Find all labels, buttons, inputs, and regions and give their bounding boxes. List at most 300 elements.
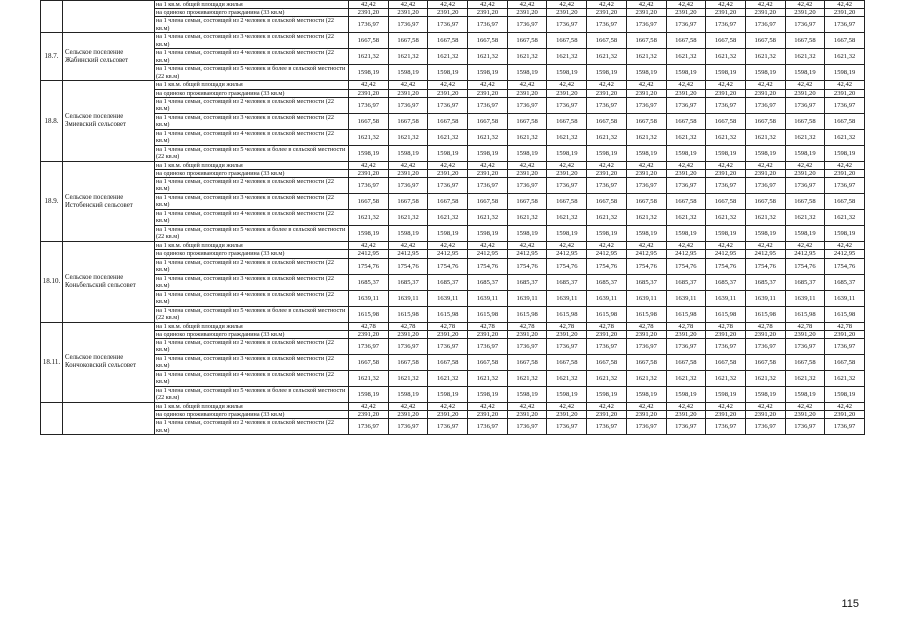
value-cell: 2391,20 xyxy=(706,170,746,178)
value-cell: 1736,97 xyxy=(785,419,825,435)
value-cell: 1598,19 xyxy=(785,145,825,161)
value-cell: 42,42 xyxy=(547,1,587,9)
value-cell: 2412,95 xyxy=(587,250,627,258)
value-cell: 1621,32 xyxy=(547,129,587,145)
value-cell: 1621,32 xyxy=(547,210,587,226)
row-label: на 1 члена семьи, состоящей из 3 человек в сельской местности (22 кв.м) xyxy=(155,194,349,210)
value-cell: 1621,32 xyxy=(706,371,746,387)
value-cell: 1736,97 xyxy=(587,178,627,194)
value-cell: 2391,20 xyxy=(428,89,468,97)
value-cell: 1736,97 xyxy=(468,17,508,33)
value-cell: 42,42 xyxy=(785,1,825,9)
value-cell: 1615,98 xyxy=(507,306,547,322)
value-cell: 1598,19 xyxy=(547,145,587,161)
value-cell: 2391,20 xyxy=(547,330,587,338)
value-cell: 1621,32 xyxy=(507,210,547,226)
value-cell: 42,42 xyxy=(349,242,389,250)
value-cell: 1621,32 xyxy=(507,49,547,65)
value-cell: 2412,95 xyxy=(706,250,746,258)
value-cell: 1736,97 xyxy=(349,97,389,113)
value-cell: 2391,20 xyxy=(349,170,389,178)
settlement-name: Сельское поселение Коньбельский сельсовет xyxy=(63,242,155,322)
value-cell: 2391,20 xyxy=(349,9,389,17)
value-cell: 42,42 xyxy=(666,81,706,89)
value-cell: 2391,20 xyxy=(547,9,587,17)
value-cell: 1598,19 xyxy=(388,387,428,403)
value-cell: 1736,97 xyxy=(468,178,508,194)
settlement-name xyxy=(63,1,155,33)
value-cell: 42,42 xyxy=(507,242,547,250)
row-label: на 1 члена семьи, состоящей из 2 человек в сельской местности (22 кв.м) xyxy=(155,339,349,355)
value-cell: 1736,97 xyxy=(388,17,428,33)
table-row xyxy=(41,258,865,274)
value-cell: 2391,20 xyxy=(507,9,547,17)
value-cell: 2391,20 xyxy=(785,9,825,17)
value-cell: 42,78 xyxy=(626,322,666,330)
value-cell: 1736,97 xyxy=(666,339,706,355)
value-cell: 42,42 xyxy=(428,81,468,89)
value-cell: 42,42 xyxy=(349,1,389,9)
value-cell: 1736,97 xyxy=(706,339,746,355)
value-cell: 42,42 xyxy=(626,81,666,89)
value-cell: 1639,11 xyxy=(825,290,865,306)
value-cell: 1639,11 xyxy=(468,290,508,306)
value-cell: 1754,76 xyxy=(706,258,746,274)
value-cell: 1667,58 xyxy=(785,194,825,210)
value-cell: 1639,11 xyxy=(388,290,428,306)
value-cell: 1736,97 xyxy=(468,97,508,113)
value-cell: 1598,19 xyxy=(468,226,508,242)
value-cell: 42,42 xyxy=(547,161,587,169)
value-cell: 42,78 xyxy=(785,322,825,330)
value-cell: 1598,19 xyxy=(428,226,468,242)
value-cell: 1667,58 xyxy=(388,113,428,129)
value-cell: 1685,37 xyxy=(825,274,865,290)
table-row xyxy=(41,339,865,355)
row-label: на 1 члена семьи, состоящей из 3 человек в сельской местности (22 кв.м) xyxy=(155,355,349,371)
value-cell: 1736,97 xyxy=(587,419,627,435)
value-cell: 1639,11 xyxy=(507,290,547,306)
value-cell: 1667,58 xyxy=(428,194,468,210)
value-cell: 1667,58 xyxy=(587,355,627,371)
value-cell: 1736,97 xyxy=(626,419,666,435)
table-row xyxy=(41,355,865,371)
table-row xyxy=(41,411,865,419)
value-cell: 1598,19 xyxy=(706,226,746,242)
value-cell: 1754,76 xyxy=(468,258,508,274)
settlement-name xyxy=(63,403,155,435)
block-index: 18.8. xyxy=(41,81,63,161)
value-cell: 1598,19 xyxy=(587,145,627,161)
value-cell: 1667,58 xyxy=(626,33,666,49)
value-cell: 42,42 xyxy=(706,403,746,411)
value-cell: 1736,97 xyxy=(825,419,865,435)
value-cell: 1621,32 xyxy=(825,371,865,387)
value-cell: 2391,20 xyxy=(587,411,627,419)
value-cell: 1639,11 xyxy=(547,290,587,306)
value-cell: 1615,98 xyxy=(785,306,825,322)
table-row xyxy=(41,178,865,194)
value-cell: 1736,97 xyxy=(388,339,428,355)
value-cell: 1667,58 xyxy=(547,355,587,371)
value-cell: 1667,58 xyxy=(666,355,706,371)
value-cell: 1736,97 xyxy=(468,339,508,355)
value-cell: 42,42 xyxy=(468,81,508,89)
value-cell: 2391,20 xyxy=(745,330,785,338)
value-cell: 1667,58 xyxy=(388,33,428,49)
table-row xyxy=(41,97,865,113)
table-row xyxy=(41,161,865,169)
row-label: на 1 члена семьи, состоящей из 2 человек в сельской местности (22 кв.м) xyxy=(155,419,349,435)
value-cell: 1685,37 xyxy=(706,274,746,290)
value-cell: 1685,37 xyxy=(349,274,389,290)
value-cell: 1621,32 xyxy=(626,129,666,145)
value-cell: 2391,20 xyxy=(428,411,468,419)
value-cell: 1598,19 xyxy=(666,145,706,161)
row-label: на одиноко проживающего гражданина (33 кв.м) xyxy=(155,170,349,178)
value-cell: 1667,58 xyxy=(626,194,666,210)
value-cell: 1667,58 xyxy=(507,355,547,371)
value-cell: 1621,32 xyxy=(745,129,785,145)
value-cell: 1621,32 xyxy=(388,129,428,145)
value-cell: 1667,58 xyxy=(666,194,706,210)
value-cell: 1621,32 xyxy=(547,49,587,65)
value-cell: 2391,20 xyxy=(825,170,865,178)
value-cell: 1667,58 xyxy=(745,355,785,371)
value-cell: 2391,20 xyxy=(349,89,389,97)
value-cell: 1621,32 xyxy=(587,129,627,145)
row-label: на 1 члена семьи, состоящей из 5 человек и более в сельской местности (22 кв.м) xyxy=(155,145,349,161)
value-cell: 42,78 xyxy=(745,322,785,330)
value-cell: 1667,58 xyxy=(785,33,825,49)
value-cell: 1598,19 xyxy=(349,226,389,242)
settlement-name: Сельское поселение Истобенский сельсовет xyxy=(63,161,155,241)
value-cell: 1736,97 xyxy=(349,178,389,194)
value-cell: 2391,20 xyxy=(507,330,547,338)
value-cell: 1685,37 xyxy=(428,274,468,290)
value-cell: 1598,19 xyxy=(825,145,865,161)
value-cell: 1598,19 xyxy=(468,387,508,403)
table-row xyxy=(41,1,865,9)
value-cell: 1598,19 xyxy=(388,145,428,161)
value-cell: 1615,98 xyxy=(349,306,389,322)
value-cell: 1615,98 xyxy=(666,306,706,322)
value-cell: 42,42 xyxy=(388,403,428,411)
block-index: 18.11. xyxy=(41,322,63,402)
value-cell: 42,42 xyxy=(587,161,627,169)
value-cell: 1598,19 xyxy=(706,65,746,81)
value-cell: 2391,20 xyxy=(666,330,706,338)
value-cell: 1736,97 xyxy=(428,419,468,435)
value-cell: 1621,32 xyxy=(587,371,627,387)
value-cell: 1615,98 xyxy=(388,306,428,322)
value-cell: 2391,20 xyxy=(587,9,627,17)
value-cell: 1736,97 xyxy=(547,17,587,33)
value-cell: 42,42 xyxy=(706,242,746,250)
value-cell: 1736,97 xyxy=(626,97,666,113)
value-cell: 1598,19 xyxy=(468,145,508,161)
value-cell: 1667,58 xyxy=(547,33,587,49)
value-cell: 1736,97 xyxy=(626,339,666,355)
value-cell: 1667,58 xyxy=(388,194,428,210)
value-cell: 1621,32 xyxy=(428,371,468,387)
value-cell: 2412,95 xyxy=(745,250,785,258)
value-cell: 2412,95 xyxy=(507,250,547,258)
value-cell: 1667,58 xyxy=(587,113,627,129)
value-cell: 1667,58 xyxy=(706,33,746,49)
table-row xyxy=(41,89,865,97)
value-cell: 42,42 xyxy=(745,161,785,169)
value-cell: 1736,97 xyxy=(666,17,706,33)
value-cell: 1736,97 xyxy=(587,97,627,113)
value-cell: 1667,58 xyxy=(587,194,627,210)
value-cell: 2391,20 xyxy=(388,330,428,338)
value-cell: 2391,20 xyxy=(745,89,785,97)
page-number: 115 xyxy=(841,598,859,610)
value-cell: 1598,19 xyxy=(547,387,587,403)
value-cell: 2391,20 xyxy=(349,411,389,419)
value-cell: 1598,19 xyxy=(745,145,785,161)
value-cell: 42,42 xyxy=(785,403,825,411)
table-row xyxy=(41,129,865,145)
value-cell: 1667,58 xyxy=(706,113,746,129)
value-cell: 1598,19 xyxy=(587,65,627,81)
value-cell: 1667,58 xyxy=(349,194,389,210)
value-cell: 1639,11 xyxy=(349,290,389,306)
value-cell: 2391,20 xyxy=(468,330,508,338)
value-cell: 2391,20 xyxy=(547,170,587,178)
value-cell: 1667,58 xyxy=(626,113,666,129)
value-cell: 42,42 xyxy=(626,403,666,411)
value-cell: 1736,97 xyxy=(745,17,785,33)
value-cell: 42,78 xyxy=(706,322,746,330)
value-cell: 42,42 xyxy=(349,81,389,89)
value-cell: 42,42 xyxy=(507,161,547,169)
value-cell: 1667,58 xyxy=(706,355,746,371)
value-cell: 42,42 xyxy=(825,1,865,9)
tariff-table xyxy=(40,0,865,435)
value-cell: 1621,32 xyxy=(468,129,508,145)
value-cell: 42,42 xyxy=(825,161,865,169)
row-label: на 1 члена семьи, состоящей из 5 человек и более в сельской местности (22 кв.м) xyxy=(155,65,349,81)
value-cell: 1621,32 xyxy=(825,210,865,226)
value-cell: 1621,32 xyxy=(785,49,825,65)
value-cell: 1598,19 xyxy=(785,387,825,403)
value-cell: 1736,97 xyxy=(825,339,865,355)
table-row xyxy=(41,403,865,411)
value-cell: 1621,32 xyxy=(587,49,627,65)
value-cell: 1736,97 xyxy=(587,339,627,355)
row-label: на 1 члена семьи, состоящей из 3 человек в сельской местности (22 кв.м) xyxy=(155,274,349,290)
value-cell: 1667,58 xyxy=(825,113,865,129)
value-cell: 2391,20 xyxy=(587,330,627,338)
value-cell: 1736,97 xyxy=(507,419,547,435)
value-cell: 42,42 xyxy=(825,403,865,411)
row-label: на 1 члена семьи, состоящей из 4 человек в сельской местности (22 кв.м) xyxy=(155,210,349,226)
value-cell: 1754,76 xyxy=(745,258,785,274)
value-cell: 1754,76 xyxy=(428,258,468,274)
value-cell: 42,78 xyxy=(547,322,587,330)
table-row xyxy=(41,242,865,250)
value-cell: 1621,32 xyxy=(666,49,706,65)
value-cell: 1621,32 xyxy=(785,129,825,145)
value-cell: 2391,20 xyxy=(388,170,428,178)
value-cell: 2412,95 xyxy=(388,250,428,258)
block-index: 18.9. xyxy=(41,161,63,241)
value-cell: 2391,20 xyxy=(745,9,785,17)
value-cell: 1667,58 xyxy=(468,113,508,129)
value-cell: 1639,11 xyxy=(785,290,825,306)
value-cell: 1754,76 xyxy=(547,258,587,274)
document-page xyxy=(40,0,865,435)
table-row xyxy=(41,322,865,330)
value-cell: 1736,97 xyxy=(785,178,825,194)
value-cell: 2391,20 xyxy=(388,9,428,17)
value-cell: 42,42 xyxy=(428,1,468,9)
value-cell: 1667,58 xyxy=(825,33,865,49)
value-cell: 1736,97 xyxy=(785,339,825,355)
value-cell: 1667,58 xyxy=(745,194,785,210)
row-label: на 1 члена семьи, состоящей из 2 человек в сельской местности (22 кв.м) xyxy=(155,258,349,274)
table-row xyxy=(41,113,865,129)
value-cell: 1621,32 xyxy=(468,210,508,226)
value-cell: 1598,19 xyxy=(626,226,666,242)
value-cell: 2391,20 xyxy=(825,330,865,338)
value-cell: 1615,98 xyxy=(428,306,468,322)
value-cell: 1736,97 xyxy=(428,339,468,355)
value-cell: 1598,19 xyxy=(626,65,666,81)
value-cell: 1621,32 xyxy=(349,210,389,226)
value-cell: 1685,37 xyxy=(587,274,627,290)
value-cell: 42,78 xyxy=(825,322,865,330)
table-row xyxy=(41,210,865,226)
value-cell: 1754,76 xyxy=(785,258,825,274)
value-cell: 1598,19 xyxy=(507,387,547,403)
value-cell: 42,78 xyxy=(349,322,389,330)
value-cell: 1621,32 xyxy=(825,129,865,145)
value-cell: 1621,32 xyxy=(388,210,428,226)
value-cell: 1736,97 xyxy=(666,97,706,113)
value-cell: 42,42 xyxy=(587,1,627,9)
value-cell: 2391,20 xyxy=(626,411,666,419)
row-label: на 1 члена семьи, состоящей из 5 человек и более в сельской местности (22 кв.м) xyxy=(155,387,349,403)
value-cell: 42,78 xyxy=(666,322,706,330)
value-cell: 1736,97 xyxy=(706,17,746,33)
value-cell: 2391,20 xyxy=(468,89,508,97)
value-cell: 2391,20 xyxy=(785,170,825,178)
value-cell: 42,42 xyxy=(666,1,706,9)
table-row xyxy=(41,17,865,33)
value-cell: 1667,58 xyxy=(428,33,468,49)
value-cell: 1598,19 xyxy=(428,387,468,403)
value-cell: 1754,76 xyxy=(626,258,666,274)
value-cell: 1667,58 xyxy=(706,194,746,210)
value-cell: 2391,20 xyxy=(468,9,508,17)
value-cell: 1736,97 xyxy=(745,419,785,435)
value-cell: 1736,97 xyxy=(825,97,865,113)
value-cell: 2391,20 xyxy=(547,411,587,419)
value-cell: 42,42 xyxy=(507,81,547,89)
row-label: на 1 члена семьи, состоящей из 5 человек и более в сельской местности (22 кв.м) xyxy=(155,306,349,322)
value-cell: 2391,20 xyxy=(388,89,428,97)
value-cell: 2391,20 xyxy=(706,411,746,419)
value-cell: 1736,97 xyxy=(349,419,389,435)
value-cell: 1615,98 xyxy=(825,306,865,322)
value-cell: 1598,19 xyxy=(507,145,547,161)
value-cell: 1598,19 xyxy=(468,65,508,81)
value-cell: 42,42 xyxy=(706,161,746,169)
value-cell: 1736,97 xyxy=(706,419,746,435)
value-cell: 2391,20 xyxy=(428,330,468,338)
value-cell: 1667,58 xyxy=(428,113,468,129)
table-row xyxy=(41,170,865,178)
value-cell: 2412,95 xyxy=(785,250,825,258)
value-cell: 1754,76 xyxy=(507,258,547,274)
value-cell: 2391,20 xyxy=(666,89,706,97)
value-cell: 42,42 xyxy=(468,403,508,411)
value-cell: 1621,32 xyxy=(706,210,746,226)
value-cell: 2391,20 xyxy=(468,170,508,178)
value-cell: 1621,32 xyxy=(507,129,547,145)
value-cell: 1621,32 xyxy=(468,371,508,387)
value-cell: 42,42 xyxy=(745,1,785,9)
row-label: на 1 члена семьи, состоящей из 2 человек в сельской местности (22 кв.м) xyxy=(155,17,349,33)
value-cell: 2391,20 xyxy=(587,170,627,178)
value-cell: 42,42 xyxy=(666,161,706,169)
value-cell: 42,42 xyxy=(428,403,468,411)
value-cell: 1598,19 xyxy=(388,226,428,242)
value-cell: 1621,32 xyxy=(349,129,389,145)
value-cell: 1667,58 xyxy=(349,33,389,49)
value-cell: 1667,58 xyxy=(547,113,587,129)
table-body xyxy=(41,1,865,435)
value-cell: 1685,37 xyxy=(547,274,587,290)
value-cell: 1621,32 xyxy=(745,49,785,65)
value-cell: 1598,19 xyxy=(587,387,627,403)
settlement-name: Сельское поселение Змиевский сельсовет xyxy=(63,81,155,161)
value-cell: 2391,20 xyxy=(626,89,666,97)
value-cell: 1621,32 xyxy=(745,371,785,387)
value-cell: 1736,97 xyxy=(785,17,825,33)
value-cell: 1667,58 xyxy=(785,355,825,371)
value-cell: 2391,20 xyxy=(587,89,627,97)
value-cell: 1621,32 xyxy=(706,129,746,145)
value-cell: 42,78 xyxy=(507,322,547,330)
value-cell: 42,42 xyxy=(547,403,587,411)
value-cell: 1736,97 xyxy=(706,178,746,194)
value-cell: 1667,58 xyxy=(468,194,508,210)
table-row xyxy=(41,226,865,242)
value-cell: 42,42 xyxy=(468,242,508,250)
value-cell: 42,42 xyxy=(706,81,746,89)
value-cell: 1685,37 xyxy=(785,274,825,290)
value-cell: 1667,58 xyxy=(507,33,547,49)
value-cell: 1598,19 xyxy=(666,226,706,242)
value-cell: 1736,97 xyxy=(626,178,666,194)
value-cell: 1621,32 xyxy=(785,371,825,387)
table-row xyxy=(41,49,865,65)
value-cell: 1615,98 xyxy=(706,306,746,322)
value-cell: 1736,97 xyxy=(706,97,746,113)
value-cell: 1639,11 xyxy=(428,290,468,306)
value-cell: 1621,32 xyxy=(785,210,825,226)
value-cell: 2391,20 xyxy=(468,411,508,419)
value-cell: 1639,11 xyxy=(706,290,746,306)
table-row xyxy=(41,81,865,89)
value-cell: 1754,76 xyxy=(388,258,428,274)
value-cell: 1736,97 xyxy=(626,17,666,33)
row-label: на 1 члена семьи, состоящей из 4 человек в сельской местности (22 кв.м) xyxy=(155,49,349,65)
